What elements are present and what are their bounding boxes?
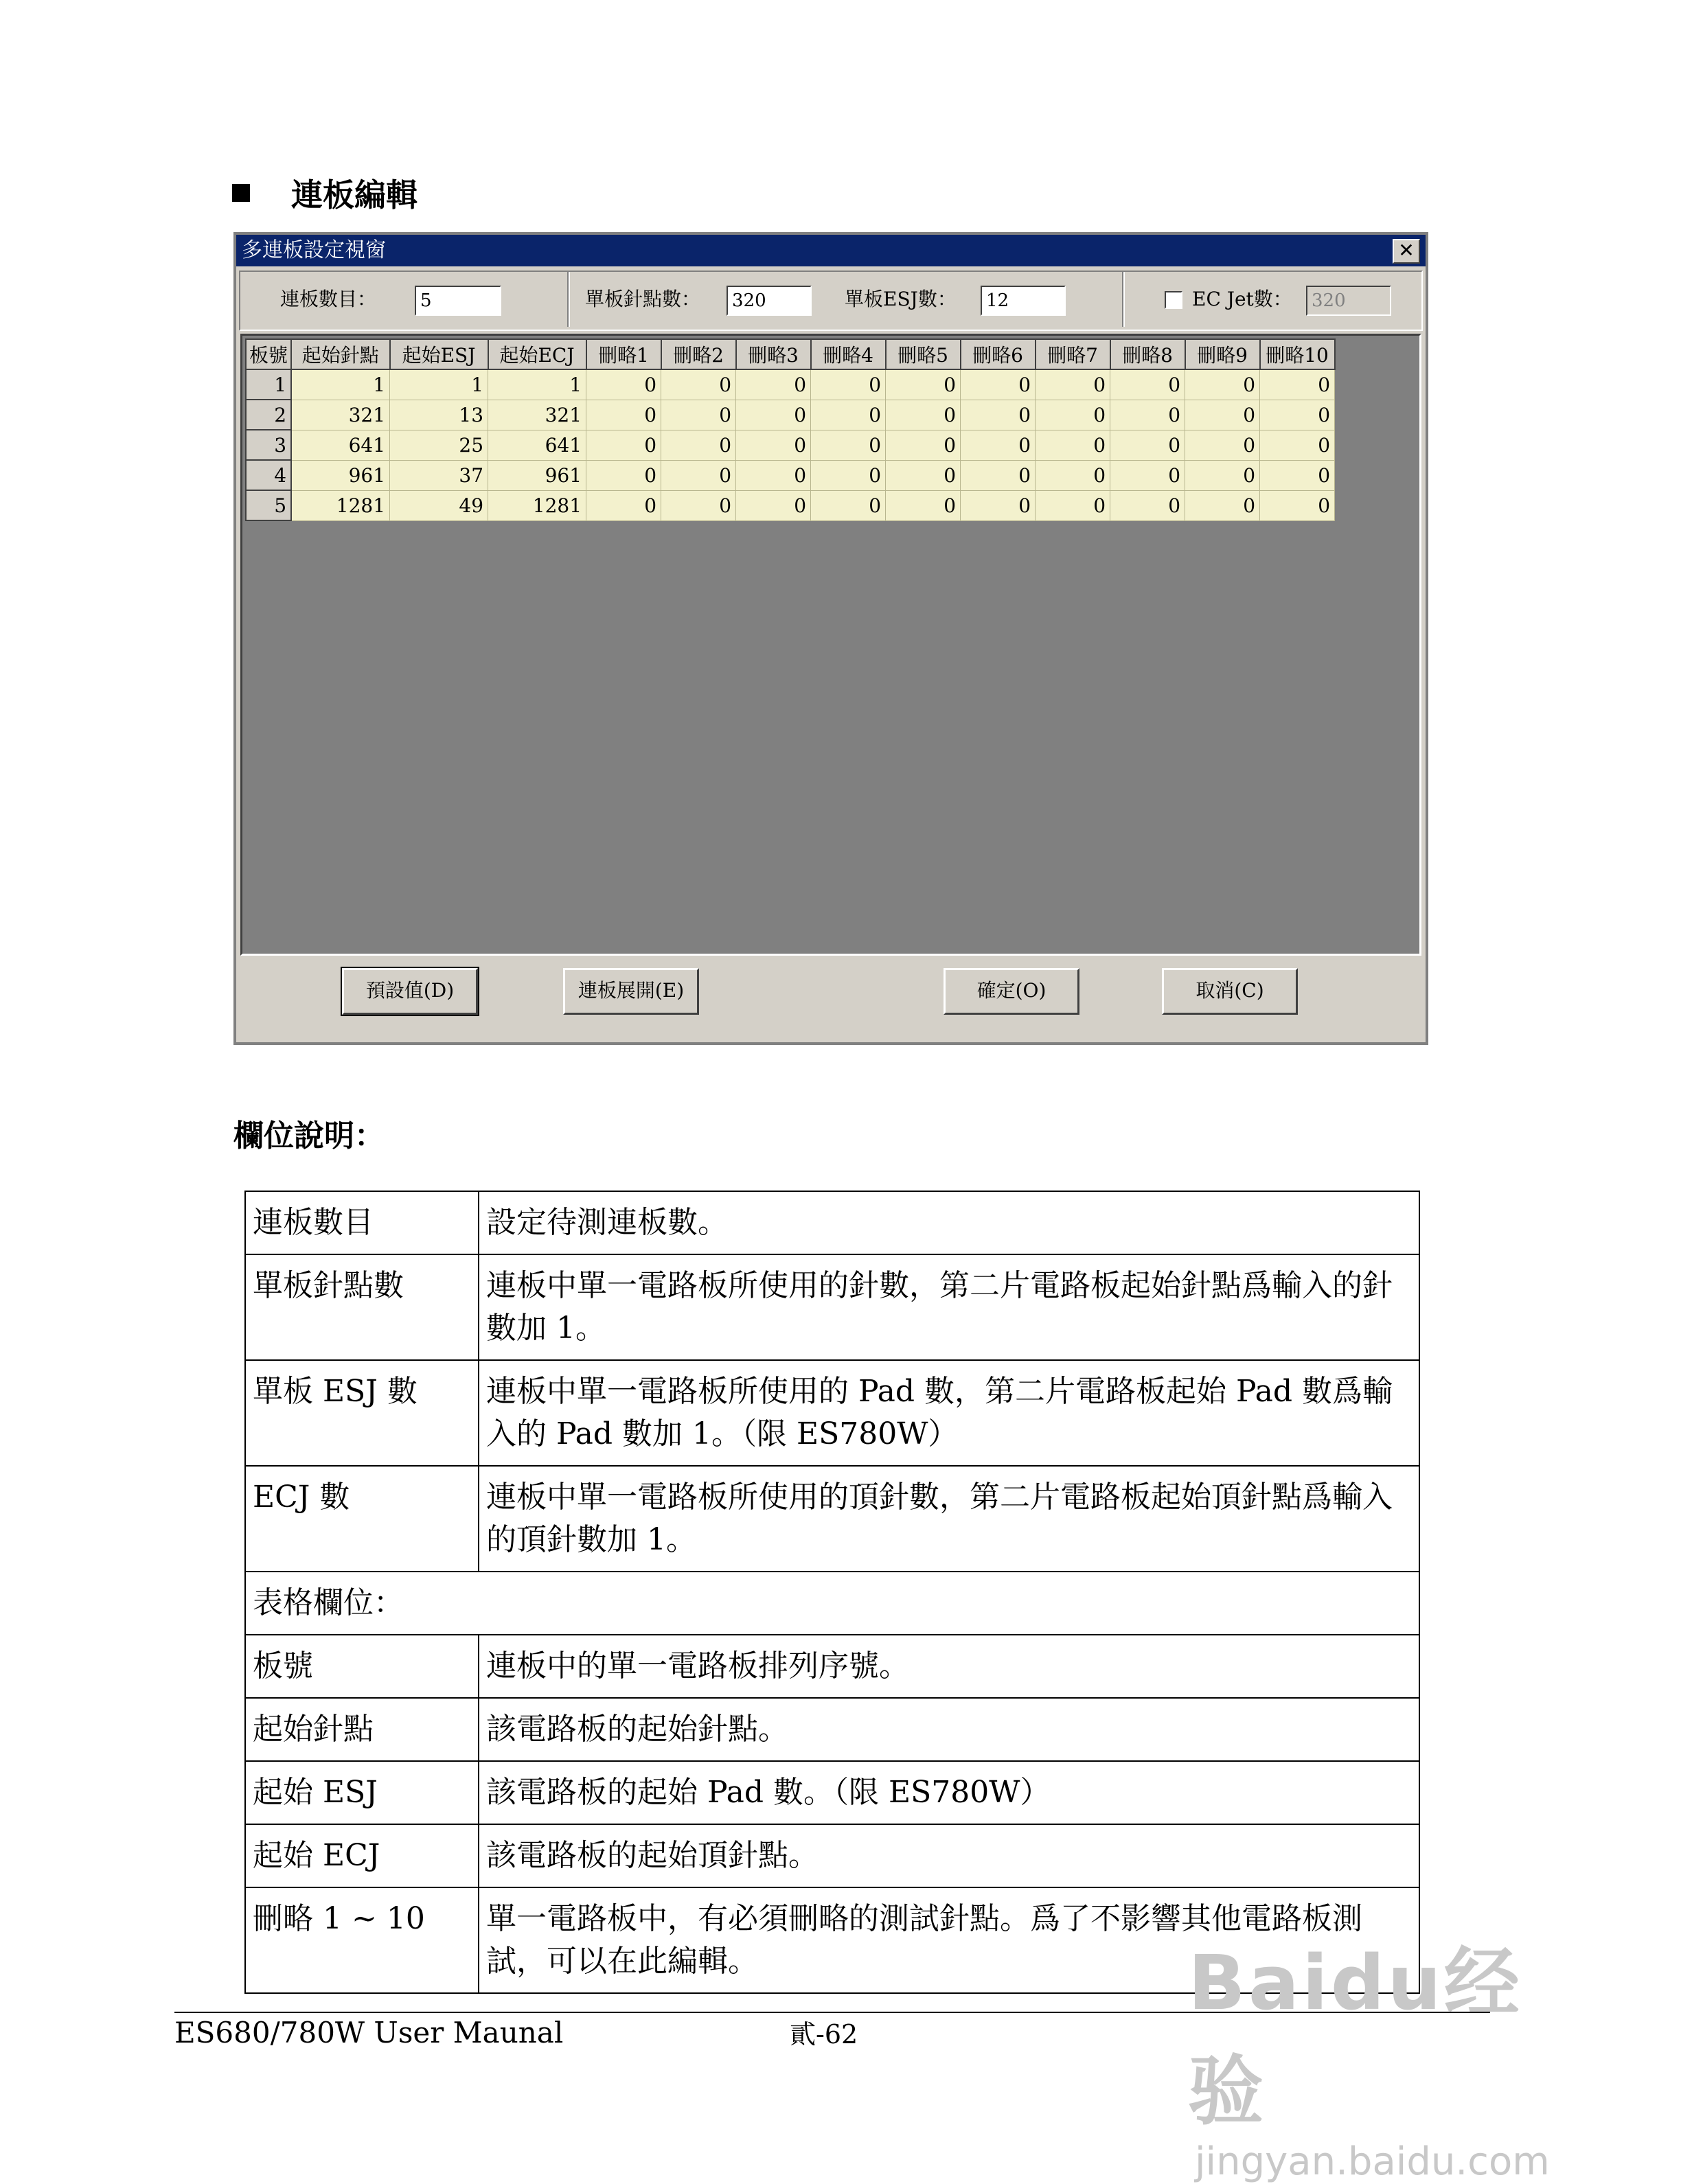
single-board-group xyxy=(569,272,1123,327)
grid-cell[interactable]: 1 xyxy=(390,369,488,400)
description-value: 該電路板的起始 Pad 數。（限 ES780W） xyxy=(479,1761,1419,1824)
grid-cell[interactable]: 0 xyxy=(736,430,811,460)
grid-cell[interactable]: 961 xyxy=(488,460,586,490)
grid-cell[interactable]: 25 xyxy=(390,430,488,460)
description-value: 連板中單一電路板所使用的 Pad 數，第二片電路板起始 Pad 數爲輸入的 Pad 數加 1。（限 ES780W） xyxy=(479,1360,1419,1466)
grid-cell[interactable]: 321 xyxy=(291,400,390,430)
description-key: 起始 ECJ xyxy=(245,1824,479,1887)
grid-cell[interactable]: 0 xyxy=(1185,460,1260,490)
panel-count-group xyxy=(240,272,569,327)
grid-cell[interactable]: 0 xyxy=(586,490,661,520)
grid-cell[interactable]: 0 xyxy=(661,400,736,430)
grid-cell[interactable]: 0 xyxy=(661,430,736,460)
grid-row xyxy=(246,460,1335,490)
ecjet-checkbox[interactable] xyxy=(1165,291,1182,309)
grid-cell[interactable]: 0 xyxy=(736,369,811,400)
grid-cell[interactable]: 0 xyxy=(1036,430,1110,460)
grid-cell[interactable]: 641 xyxy=(488,430,586,460)
grid-cell[interactable]: 0 xyxy=(1110,430,1185,460)
grid-cell[interactable]: 0 xyxy=(1036,369,1110,400)
single-esj-label: 單板ESJ數： xyxy=(845,288,957,310)
description-title: 欄位說明： xyxy=(233,1118,385,1153)
description-key: 連板數目 xyxy=(245,1191,479,1254)
grid-cell[interactable]: 0 xyxy=(1185,369,1260,400)
description-key: 起始 ESJ xyxy=(245,1761,479,1824)
settings-bar xyxy=(239,271,1423,331)
grid-cell[interactable]: 0 xyxy=(1260,430,1335,460)
description-value: 該電路板的起始針點。 xyxy=(479,1698,1419,1761)
grid-column-header[interactable]: 板號 xyxy=(246,339,291,369)
grid-cell[interactable]: 0 xyxy=(811,400,886,430)
grid-row xyxy=(246,369,1335,400)
grid-cell[interactable]: 961 xyxy=(291,460,390,490)
baidu-watermark xyxy=(1188,1922,1573,2184)
grid-column-header[interactable]: 刪略5 xyxy=(886,339,961,369)
grid-cell[interactable]: 0 xyxy=(811,460,886,490)
grid-cell[interactable]: 0 xyxy=(586,430,661,460)
grid-cell[interactable]: 37 xyxy=(390,460,488,490)
grid-column-header[interactable]: 刪略10 xyxy=(1260,339,1335,369)
grid-cell[interactable]: 0 xyxy=(1110,490,1185,520)
description-row xyxy=(245,1761,1419,1824)
grid-cell[interactable]: 0 xyxy=(1260,460,1335,490)
multi-panel-dialog xyxy=(233,232,1428,1045)
footer-page-number: 貳-62 xyxy=(790,2019,858,2049)
grid-column-header[interactable]: 起始ESJ xyxy=(390,339,488,369)
grid-cell[interactable]: 0 xyxy=(961,369,1036,400)
section-heading xyxy=(232,170,418,216)
grid-cell[interactable]: 0 xyxy=(886,369,961,400)
grid-row-header[interactable]: 1 xyxy=(246,369,291,400)
grid-cell[interactable]: 0 xyxy=(1110,369,1185,400)
grid-cell[interactable]: 0 xyxy=(886,430,961,460)
grid-cell[interactable]: 0 xyxy=(811,490,886,520)
description-value: 連板中的單一電路板排列序號。 xyxy=(479,1635,1419,1698)
description-row xyxy=(245,1572,1419,1635)
default-values-button[interactable]: 預設值(D) xyxy=(342,968,478,1015)
square-bullet-icon xyxy=(232,184,250,202)
grid-cell[interactable]: 0 xyxy=(1110,400,1185,430)
grid-cell[interactable]: 0 xyxy=(1260,490,1335,520)
grid-cell[interactable]: 1 xyxy=(488,369,586,400)
ecjet-label: EC Jet數： xyxy=(1192,288,1292,310)
grid-cell[interactable]: 0 xyxy=(811,369,886,400)
grid-row xyxy=(246,430,1335,460)
description-key: 板號 xyxy=(245,1635,479,1698)
cancel-button[interactable]: 取消(C) xyxy=(1162,968,1298,1015)
grid-cell[interactable]: 0 xyxy=(811,430,886,460)
description-row xyxy=(245,1635,1419,1698)
description-key: ECJ 數 xyxy=(245,1466,479,1572)
expand-panels-button[interactable]: 連板展開(E) xyxy=(563,968,699,1015)
grid-column-header[interactable]: 刪略1 xyxy=(586,339,661,369)
description-key: 刪略 1 ~ 10 xyxy=(245,1887,479,1993)
panel-grid xyxy=(245,338,1336,521)
grid-cell[interactable]: 0 xyxy=(736,460,811,490)
description-value: 單一電路板中，有必須刪略的測試針點。爲了不影響其他電路板測試，可以在此編輯。 xyxy=(479,1887,1419,1993)
description-row xyxy=(245,1360,1419,1466)
description-value: 連板中單一電路板所使用的針數，第二片電路板起始針點爲輸入的針數加 1。 xyxy=(479,1254,1419,1360)
grid-cell[interactable]: 0 xyxy=(1036,400,1110,430)
grid-cell[interactable]: 0 xyxy=(886,400,961,430)
grid-column-header[interactable]: 刪略2 xyxy=(661,339,736,369)
grid-cell[interactable]: 1281 xyxy=(291,490,390,520)
grid-header-row xyxy=(246,339,1335,369)
grid-column-header[interactable]: 刪略7 xyxy=(1036,339,1110,369)
description-key: 起始針點 xyxy=(245,1698,479,1761)
grid-cell[interactable]: 0 xyxy=(886,490,961,520)
grid-cell[interactable]: 0 xyxy=(736,400,811,430)
description-key: 表格欄位： xyxy=(245,1572,1419,1635)
grid-cell[interactable]: 0 xyxy=(961,490,1036,520)
grid-cell[interactable]: 0 xyxy=(1036,490,1110,520)
grid-cell[interactable]: 0 xyxy=(1110,460,1185,490)
grid-row xyxy=(246,490,1335,520)
watermark-brand: Baidu经验 xyxy=(1188,1939,1522,2135)
grid-column-header[interactable]: 刪略6 xyxy=(961,339,1036,369)
grid-row-header[interactable]: 5 xyxy=(246,490,291,520)
single-pin-input[interactable]: 320 xyxy=(727,286,812,316)
grid-row-header[interactable]: 3 xyxy=(246,430,291,460)
grid-cell[interactable]: 321 xyxy=(488,400,586,430)
single-esj-input[interactable]: 12 xyxy=(981,286,1066,316)
grid-cell[interactable]: 0 xyxy=(1036,460,1110,490)
grid-cell[interactable]: 1281 xyxy=(488,490,586,520)
grid-cell[interactable]: 0 xyxy=(1260,400,1335,430)
close-button[interactable]: ✕ xyxy=(1393,239,1420,264)
grid-cell[interactable]: 0 xyxy=(1185,430,1260,460)
grid-cell[interactable]: 0 xyxy=(586,460,661,490)
grid-cell[interactable]: 0 xyxy=(1185,490,1260,520)
description-table xyxy=(244,1191,1420,1994)
grid-cell[interactable]: 0 xyxy=(586,400,661,430)
grid-column-header[interactable]: 刪略3 xyxy=(736,339,811,369)
single-pin-label: 單板針點數： xyxy=(585,288,701,310)
ok-button[interactable]: 確定(O) xyxy=(944,968,1079,1015)
ecjet-input: 320 xyxy=(1306,286,1391,316)
grid-area xyxy=(240,334,1421,956)
section-title: 連板編輯 xyxy=(291,176,418,214)
footer-manual-name: ES680/780W User Maunal xyxy=(174,2016,564,2049)
grid-cell[interactable]: 641 xyxy=(291,430,390,460)
grid-row-header[interactable]: 2 xyxy=(246,400,291,430)
description-key: 單板 ESJ 數 xyxy=(245,1360,479,1466)
grid-column-header[interactable]: 起始針點 xyxy=(291,339,390,369)
grid-cell[interactable]: 0 xyxy=(661,490,736,520)
grid-column-header[interactable]: 起始ECJ xyxy=(488,339,586,369)
grid-cell[interactable]: 0 xyxy=(961,400,1036,430)
grid-cell[interactable]: 0 xyxy=(886,460,961,490)
grid-column-header[interactable]: 刪略9 xyxy=(1185,339,1260,369)
description-row xyxy=(245,1698,1419,1761)
grid-cell[interactable]: 0 xyxy=(1185,400,1260,430)
grid-cell[interactable]: 0 xyxy=(961,430,1036,460)
description-row xyxy=(245,1466,1419,1572)
grid-column-header[interactable]: 刪略4 xyxy=(811,339,886,369)
description-row xyxy=(245,1191,1419,1254)
description-value: 該電路板的起始頂針點。 xyxy=(479,1824,1419,1887)
dialog-titlebar[interactable] xyxy=(236,235,1426,266)
description-value: 連板中單一電路板所使用的頂針數，第二片電路板起始頂針點爲輸入的頂針數加 1。 xyxy=(479,1466,1419,1572)
description-value: 設定待測連板數。 xyxy=(479,1191,1419,1254)
grid-cell[interactable]: 0 xyxy=(1260,369,1335,400)
grid-cell[interactable]: 49 xyxy=(390,490,488,520)
description-row xyxy=(245,1824,1419,1887)
grid-cell[interactable]: 0 xyxy=(661,369,736,400)
grid-cell[interactable]: 0 xyxy=(586,369,661,400)
watermark-url: jingyan.baidu.com xyxy=(1195,2139,1550,2184)
panel-count-input[interactable]: 5 xyxy=(415,286,501,316)
grid-cell[interactable]: 1 xyxy=(291,369,390,400)
grid-row xyxy=(246,400,1335,430)
grid-cell[interactable]: 0 xyxy=(661,460,736,490)
grid-body xyxy=(246,369,1335,520)
panel-count-label: 連板數目： xyxy=(280,288,377,310)
grid-row-header[interactable]: 4 xyxy=(246,460,291,490)
ecjet-group xyxy=(1125,272,1427,327)
grid-cell[interactable]: 13 xyxy=(390,400,488,430)
description-key: 單板針點數 xyxy=(245,1254,479,1360)
description-row xyxy=(245,1254,1419,1360)
grid-cell[interactable]: 0 xyxy=(736,490,811,520)
dialog-title: 多連板設定視窗 xyxy=(242,238,386,262)
grid-column-header[interactable]: 刪略8 xyxy=(1110,339,1185,369)
grid-cell[interactable]: 0 xyxy=(961,460,1036,490)
